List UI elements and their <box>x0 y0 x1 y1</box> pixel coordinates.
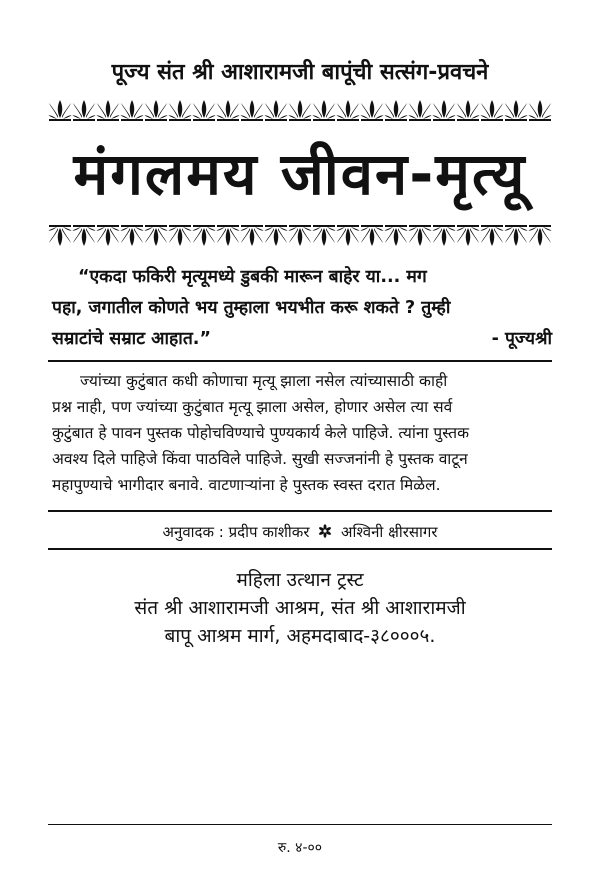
lotus-ornament-border-top <box>48 98 552 122</box>
star-flower-icon <box>318 524 332 538</box>
lotus-motif <box>193 225 216 246</box>
lotus-motif <box>433 225 456 246</box>
translator-credits <box>0 522 600 542</box>
lotus-motif <box>241 225 264 246</box>
publisher-name: महिला उत्थान ट्रस्ट <box>236 569 364 591</box>
lotus-motif <box>193 100 216 121</box>
lotus-motif <box>409 100 432 121</box>
paragraph-line: प्रश्न नाही, पण ज्यांच्या कुटुंबात मृत्यू झाला असेल, होणार असेल त्या सर्व <box>52 398 453 416</box>
publisher-address: संत श्री आशारामजी आश्रम, संत श्री आशारामजी <box>134 597 466 619</box>
quote-last-line <box>52 324 552 355</box>
lotus-motif <box>529 225 552 246</box>
price-label: रु. ४-०० <box>277 840 323 856</box>
quote-block <box>52 262 552 355</box>
lotus-motif <box>505 225 528 246</box>
lotus-motif <box>265 100 288 121</box>
lotus-motif <box>313 225 336 246</box>
lotus-motif <box>217 225 240 246</box>
lotus-motif <box>169 225 192 246</box>
publisher-address: बापू आश्रम मार्ग, अहमदाबाद-३८०००५. <box>164 625 436 647</box>
lotus-motif <box>385 100 408 121</box>
lotus-motif <box>361 100 384 121</box>
lotus-motif <box>481 225 504 246</box>
lotus-motif <box>481 100 504 121</box>
lotus-motif <box>505 100 528 121</box>
paragraph-line: ज्यांच्या कुटुंबात कधी कोणाचा मृत्यू झाला नसेल त्यांच्यासाठी काही <box>80 372 448 390</box>
lotus-motif <box>97 225 120 246</box>
translator-name: प्रदीप काशीकर <box>228 523 310 541</box>
book-subtitle: पूज्य संत श्री आशारामजी बापूंची सत्संग-प्रवचने <box>111 60 489 85</box>
lotus-motif <box>361 225 384 246</box>
lotus-motif <box>145 225 168 246</box>
lotus-motif <box>265 225 288 246</box>
lotus-motif <box>49 225 72 246</box>
lotus-motif <box>409 225 432 246</box>
lotus-motif <box>73 225 96 246</box>
divider <box>48 824 552 825</box>
paragraph-line: अवश्य दिले पाहिजे किंवा पाठविले पाहिजे. सुखी सज्जनांनी हे पुस्तक वाटून <box>52 450 468 468</box>
lotus-motif <box>97 100 120 121</box>
lotus-motif <box>217 100 240 121</box>
lotus-motif <box>433 100 456 121</box>
lotus-motif <box>49 100 72 121</box>
lotus-motif <box>289 100 312 121</box>
lotus-motif <box>289 225 312 246</box>
lotus-motif <box>529 100 552 121</box>
lotus-motif <box>337 100 360 121</box>
lotus-motif <box>145 100 168 121</box>
lotus-motif <box>241 100 264 121</box>
lotus-motif <box>169 100 192 121</box>
quote-line: सम्राटांचे सम्राट आहात.” <box>52 329 211 349</box>
translator-label: अनुवादक : <box>162 523 224 541</box>
paragraph-line: कुटुंबात हे पावन पुस्तक पोहोचविण्याचे पुण्यकार्य केले पाहिजे. त्यांना पुस्तक <box>52 424 470 442</box>
translator-name: अश्विनी क्षीरसागर <box>341 523 438 541</box>
lotus-motif <box>121 225 144 246</box>
lotus-ornament-border-bottom <box>48 224 552 248</box>
quote-line: “एकदा फकिरी मृत्यूमध्ये डुबकी मारून बाहेर या... मग <box>78 267 427 287</box>
lotus-motif <box>385 225 408 246</box>
lotus-motif <box>457 100 480 121</box>
lotus-motif <box>457 225 480 246</box>
lotus-motif <box>313 100 336 121</box>
lotus-motif <box>121 100 144 121</box>
lotus-motif <box>73 100 96 121</box>
divider <box>48 548 552 550</box>
lotus-motif <box>337 225 360 246</box>
notice-paragraph <box>52 368 552 498</box>
divider <box>48 510 552 512</box>
book-title: मंगलमय जीवन-मृत्यू <box>73 140 527 208</box>
quote-line: पहा, जगातील कोणते भय तुम्हाला भयभीत करू शकते ? तुम्ही <box>52 298 451 318</box>
publisher-block <box>0 566 600 650</box>
divider <box>48 360 552 362</box>
quote-attribution: - पूज्यश्री <box>491 329 552 349</box>
paragraph-line: महापुण्याचे भागीदार बनावे. वाटणाऱ्यांना हे पुस्तक स्वस्त दरात मिळेल. <box>52 476 441 494</box>
